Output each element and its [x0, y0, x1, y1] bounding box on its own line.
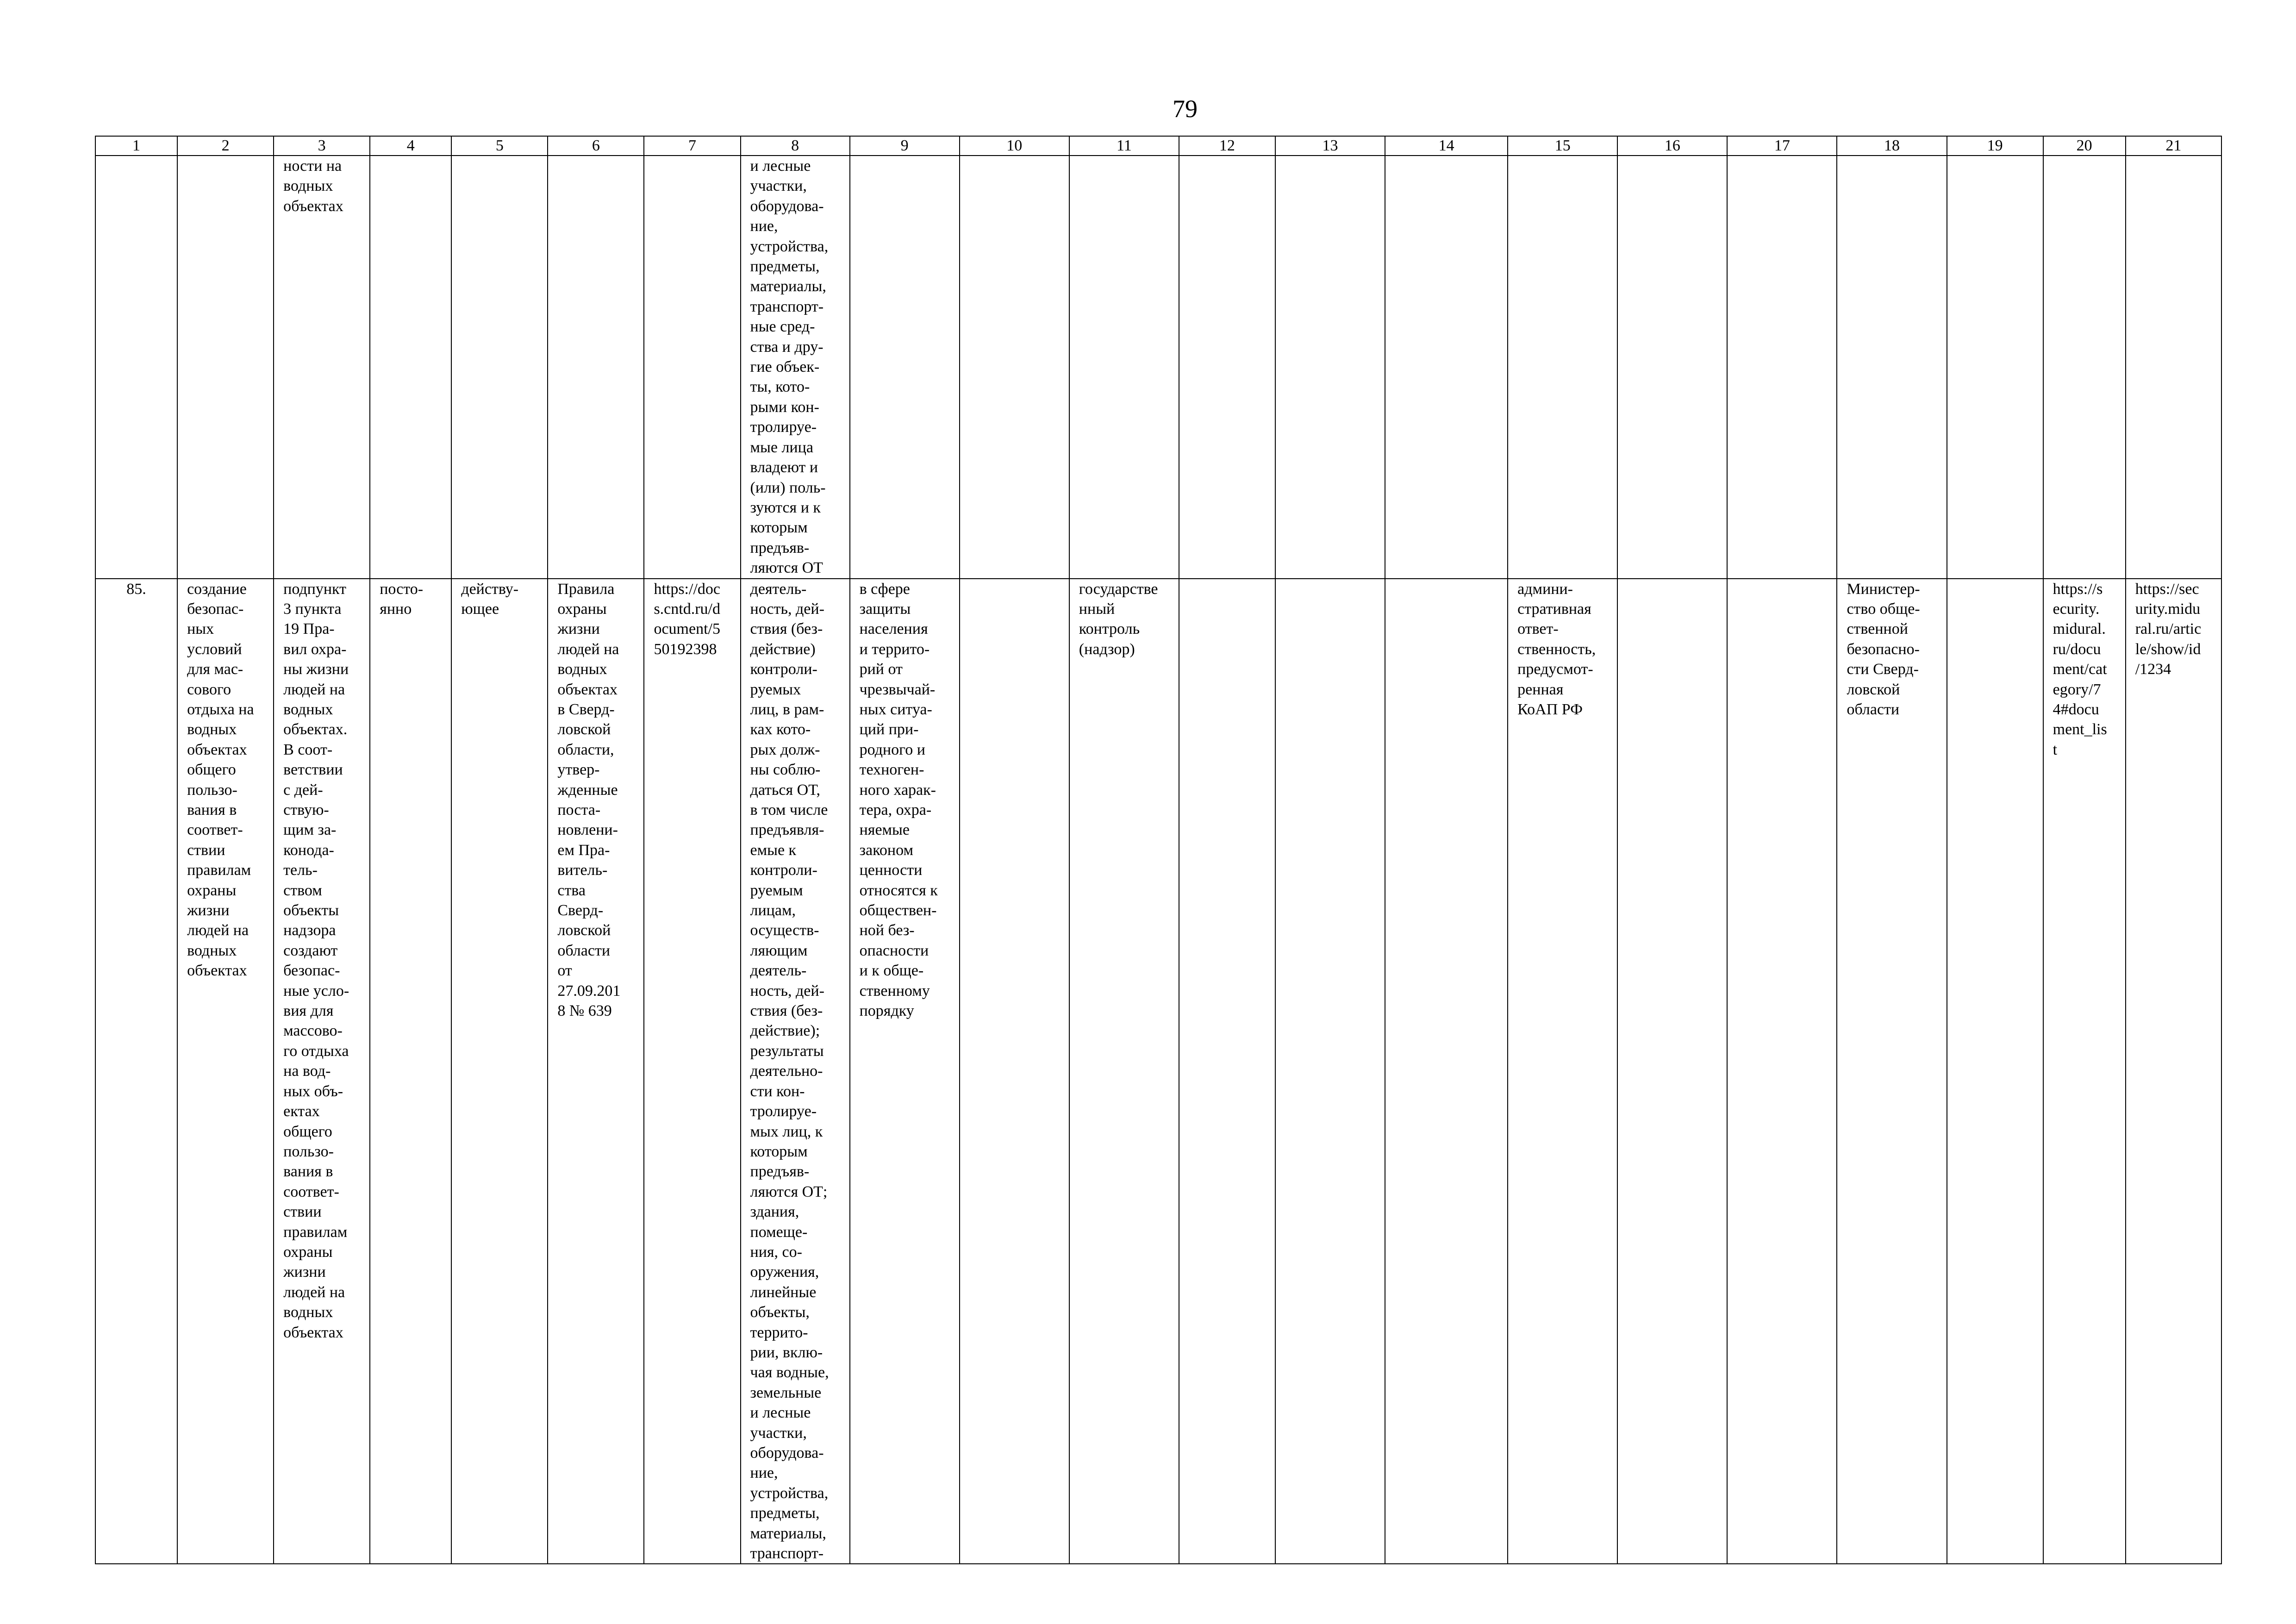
cell-text-line: s.cntd.ru/d [654, 600, 720, 618]
column-number: 6 [548, 136, 644, 156]
cell-text-line: условий [187, 640, 242, 658]
cell-text-line: жизни [187, 902, 230, 919]
cell-text-line: для мас- [187, 661, 243, 678]
cell-text-line: действие); [750, 1022, 820, 1040]
cell-text-line: области [1847, 700, 1900, 718]
table-cell [1275, 579, 1385, 1564]
requirement-cell [177, 579, 274, 1564]
cell-text-line: ектах [283, 1103, 320, 1120]
table-cell [960, 579, 1069, 1564]
cell-text-line: водных [283, 177, 333, 195]
cell-text-line: ты, кото- [750, 378, 810, 396]
cell-text-line: утвер- [557, 761, 600, 779]
cell-text-line: объекты, [750, 1304, 810, 1321]
cell-text-line: ment_lis [2053, 721, 2107, 738]
cell-text-line: вия для [283, 1002, 334, 1020]
cell-text-line: предусмот- [1517, 661, 1593, 678]
cell-text-line: контроли- [750, 862, 817, 879]
cell-text-line: ках кото- [750, 721, 811, 738]
cell-text-line: пользо- [283, 1143, 334, 1160]
table-cell [1617, 579, 1727, 1564]
cell-text-line: нный [1079, 600, 1115, 618]
cell-text-line: ны соблю- [750, 761, 821, 779]
table-cell [1385, 579, 1508, 1564]
cell-text-line: массово- [283, 1022, 343, 1040]
cell-text-line: законом [859, 841, 913, 859]
page-number: 79 [1173, 95, 1198, 123]
cell-text-line: участки, [750, 1424, 807, 1442]
row-number-cell: 85. [95, 579, 177, 1564]
table-cell [1069, 156, 1179, 579]
cell-text-line: вил охра- [283, 640, 347, 658]
table-cell [850, 156, 960, 579]
guidance-link-cell [2043, 579, 2126, 1564]
cell-text-line: няемые [859, 821, 910, 839]
cell-text-line: мые лица [750, 438, 813, 456]
status-cell [451, 579, 548, 1564]
cell-text-line: ем Пра- [557, 841, 610, 859]
cell-text-line: действу- [461, 580, 519, 598]
cell-text-line: соответ- [187, 821, 243, 839]
column-number: 4 [370, 136, 451, 156]
cell-text-line: 50192398 [654, 640, 717, 658]
cell-text-line: лиц, в рам- [750, 700, 824, 718]
cell-text-line: деятельно- [750, 1062, 823, 1080]
cell-text-line: ности на [283, 157, 342, 175]
cell-text-line: ral.ru/artic [2135, 620, 2202, 638]
cell-text-line: ственному [859, 982, 930, 999]
legal-act-cell [548, 579, 644, 1564]
cell-text-line: руемым [750, 881, 803, 899]
liability-cell [1508, 579, 1617, 1564]
cell-text-line: объектах [557, 681, 618, 698]
cell-text-line: опасности [859, 942, 929, 959]
cell-text-line: лицам, [750, 902, 796, 919]
cell-text-line: оружения, [750, 1263, 819, 1281]
column-number: 2 [177, 136, 274, 156]
cell-text-line: надзора [283, 922, 336, 939]
cell-text-line: чая водные, [750, 1364, 829, 1381]
cell-text-line: области, [557, 741, 614, 758]
table-cell [1727, 156, 1837, 579]
cell-text-line: относятся к [859, 881, 938, 899]
cell-text-line: ние, [750, 1464, 778, 1482]
cell-text-line: земельные [750, 1384, 822, 1401]
cell-text-line: предъяв- [750, 539, 810, 556]
cell-text-line: ловской [557, 922, 611, 939]
cell-text-line: водных [557, 661, 607, 678]
cell-text-line: террито- [750, 1324, 808, 1341]
cell-text-line: midural. [2053, 620, 2106, 638]
cell-text-line: гие объек- [750, 358, 820, 376]
cell-text-line: витель- [557, 862, 608, 879]
cell-text-line: которым [750, 519, 808, 537]
table-cell [370, 156, 451, 579]
column-number: 8 [741, 136, 850, 156]
cell-text-line: оборудова- [750, 1444, 824, 1462]
cell-text-line: ством [283, 881, 322, 899]
cell-text-line: области [557, 942, 611, 959]
cell-text-line: водных [283, 700, 333, 718]
cell-text-line: ляются ОТ [750, 559, 823, 577]
cell-text-line: действие) [750, 640, 816, 658]
cell-text-line: ответ- [1517, 620, 1559, 638]
column-number: 20 [2043, 136, 2126, 156]
cell-text-line: транспорт- [750, 1545, 824, 1562]
cell-text-line: (или) поль- [750, 479, 826, 496]
control-objects-cell [741, 579, 850, 1564]
legal-act-link-cell [644, 579, 740, 1564]
cell-text-line: рыми кон- [750, 398, 819, 416]
cell-text-line: ность, дей- [750, 982, 824, 999]
column-number: 13 [1275, 136, 1385, 156]
cell-text-line: общего [283, 1123, 332, 1140]
cell-text-line: которым [750, 1143, 808, 1160]
column-number: 21 [2126, 136, 2221, 156]
cell-text-line: ляются ОТ; [750, 1183, 828, 1200]
cell-text-line: сти Сверд- [1847, 661, 1919, 678]
cell-text-line: объектах [283, 197, 343, 215]
cell-text-line: 3 пункта [283, 600, 342, 618]
cell-text-line: Правила [557, 580, 615, 598]
cell-text-line: ность, дей- [750, 600, 824, 618]
validity-period-cell [370, 579, 451, 1564]
cell-text-line: ние, [750, 218, 778, 235]
cell-text-line: ственной [1847, 620, 1908, 638]
cell-text-line: подпункт [283, 580, 346, 598]
cell-text-line: ствии [283, 1203, 322, 1221]
cell-text-line: ствии [187, 841, 225, 859]
cell-text-line: линейные [750, 1283, 817, 1301]
cell-text-line: чрезвычай- [859, 681, 936, 698]
cell-text-line: емые к [750, 841, 797, 859]
cell-text-line: деятель- [750, 580, 807, 598]
cell-text-line: объектах [187, 741, 247, 758]
cell-text-line: в Сверд- [557, 700, 615, 718]
cell-text-line: создание [187, 580, 247, 598]
cell-text-line: охраны [557, 600, 607, 618]
cell-text-line: на вод- [283, 1062, 331, 1080]
table-cell [1275, 156, 1385, 579]
cell-text-line: 4#docu [2053, 700, 2099, 718]
cell-text-line: ляющим [750, 942, 808, 959]
cell-text-line: отдыха на [187, 700, 254, 718]
cell-text-line: и террито- [859, 640, 930, 658]
cell-text-line: руемых [750, 681, 801, 698]
cell-text-line: конода- [283, 841, 334, 859]
table-cell [1179, 579, 1275, 1564]
cell-text-line: людей на [283, 681, 345, 698]
cell-text-line: контроль [1079, 620, 1140, 638]
cell-text-line: ной без- [859, 922, 915, 939]
cell-text-line: ные сред- [750, 318, 815, 336]
protected-values-cell [850, 579, 960, 1564]
column-number: 14 [1385, 136, 1508, 156]
cell-text-line: t [2053, 741, 2058, 758]
cell-text-line: urity.midu [2135, 600, 2201, 618]
cell-text-line: (надзор) [1079, 640, 1135, 658]
table-cell [960, 156, 1069, 579]
cell-text-line: от [557, 962, 572, 980]
cell-text-line: правилам [187, 862, 251, 879]
cell-text-line: предметы, [750, 1505, 820, 1522]
cell-text-line: тера, охра- [859, 801, 932, 818]
cell-text-line: в том числе [750, 801, 828, 818]
cell-text-line: материалы, [750, 1524, 826, 1542]
cell-text-line: ecurity. [2053, 600, 2100, 618]
cell-text-line: государстве [1079, 580, 1158, 598]
cell-text-line: даться ОТ, [750, 781, 821, 799]
cell-text-line: водных [283, 1304, 333, 1321]
column-number: 7 [644, 136, 740, 156]
cell-text-line: Министер- [1847, 580, 1920, 598]
cell-text-line: В соот- [283, 741, 333, 758]
table-cell [1947, 156, 2043, 579]
cell-text-line: зуются и к [750, 499, 821, 516]
cell-text-line: объекты [283, 902, 339, 919]
column-number: 17 [1727, 136, 1837, 156]
column-number: 10 [960, 136, 1069, 156]
cell-text-line: ного харак- [859, 781, 936, 799]
cell-text-line: общего [187, 761, 236, 779]
cell-text-line: деятель- [750, 962, 807, 980]
cell-text-line: и к обще- [859, 962, 924, 980]
cell-text-line: ственность, [1517, 640, 1596, 658]
cell-text-line: янно [380, 600, 412, 618]
column-number: 12 [1179, 136, 1275, 156]
cell-text-line: сового [187, 681, 231, 698]
cell-text-line: го отдыха [283, 1042, 349, 1060]
cell-text-line: сти кон- [750, 1082, 805, 1100]
cell-text-line: ных [187, 620, 214, 638]
cell-text-line: посто- [380, 580, 424, 598]
table-cell [1727, 579, 1837, 1564]
cell-text-line: 8 № 639 [557, 1002, 612, 1020]
cell-text-line: 27.09.201 [557, 982, 621, 999]
cell-text-line: людей на [557, 640, 619, 658]
cell-text-line: КоАП РФ [1517, 700, 1583, 718]
cell-text-line: людей на [283, 1283, 345, 1301]
cell-text-line: охраны [283, 1243, 333, 1261]
cell-text-line: тролируе- [750, 1103, 817, 1120]
table-row-85 [95, 579, 2221, 1564]
cell-text-line: помеще- [750, 1223, 808, 1241]
cell-text-line: ствия (без- [750, 1002, 823, 1020]
cell-text-line: водных [187, 942, 237, 959]
cell-text-line: щим за- [283, 821, 337, 839]
cell-text-line: устройства, [750, 1484, 829, 1502]
cell-text-line: контроли- [750, 661, 817, 678]
cell-text-line: владеют и [750, 459, 818, 476]
cell-text-line: транспорт- [750, 298, 824, 315]
cell-text-line: жизни [557, 620, 600, 638]
cell-text-line: жизни [283, 1263, 326, 1281]
table-cell [1837, 156, 1947, 579]
column-number: 9 [850, 136, 960, 156]
cell-text-line: ны жизни [283, 661, 349, 678]
cell-text-line: ренная [1517, 681, 1564, 698]
cell-text-line: le/show/id [2135, 640, 2201, 658]
cell-text-line: предметы, [750, 258, 820, 275]
legal-provision-cell [274, 579, 370, 1564]
column-number: 18 [1837, 136, 1947, 156]
cell-text-line: https://s [2053, 580, 2103, 598]
cell-text-line: ветствии [283, 761, 343, 779]
column-number: 19 [1947, 136, 2043, 156]
cell-text-line: безопасно- [1847, 640, 1920, 658]
table-cell [1179, 156, 1275, 579]
cell-text-line: ocument/5 [654, 620, 720, 638]
cell-text-line: ных объ- [283, 1082, 343, 1100]
cell-text-line: стративная [1517, 600, 1591, 618]
cell-text-line: в сфере [859, 580, 910, 598]
cell-text-line: egory/7 [2053, 681, 2101, 698]
cell-text-line: родного и [859, 741, 925, 758]
cell-text-line: ния, со- [750, 1243, 802, 1261]
cell-text-line: https://doc [654, 580, 720, 598]
control-objects-cell [741, 156, 850, 579]
cell-text-line: рий от [859, 661, 903, 678]
cell-text-line: ные усло- [283, 982, 349, 999]
cell-text-line: ru/docu [2053, 640, 2101, 658]
table-cell [2043, 156, 2126, 579]
cell-text-line: ных ситуа- [859, 700, 932, 718]
cell-text-line: ющее [461, 600, 499, 618]
cell-text-line: результаты [750, 1042, 824, 1060]
table-cell [644, 156, 740, 579]
cell-text-line: людей на [187, 922, 249, 939]
cell-text-line: вания в [187, 801, 237, 818]
column-number-row [95, 136, 2221, 156]
cell-text-line: предъяв- [750, 1163, 810, 1181]
cell-text-line: пользо- [187, 781, 237, 799]
cell-text-line: ловской [557, 721, 611, 738]
table-cell [548, 156, 644, 579]
table-cell [2126, 156, 2221, 579]
column-number: 16 [1617, 136, 1727, 156]
column-number: 1 [95, 136, 177, 156]
cell-text-line: мых лиц, к [750, 1123, 823, 1140]
column-number: 5 [451, 136, 548, 156]
cell-text-line: с дей- [283, 781, 323, 799]
cell-text-line: поста- [557, 801, 601, 818]
table-cell [1617, 156, 1727, 579]
cell-text-line: объектах [283, 1324, 343, 1341]
activity-name-cell [274, 156, 370, 579]
continuation-row [95, 156, 2221, 579]
cell-text-line: правилам [283, 1223, 348, 1241]
table-cell [451, 156, 548, 579]
cell-text-line: объектах [187, 962, 247, 980]
table-cell [1508, 156, 1617, 579]
cell-text-line: водных [187, 721, 237, 738]
cell-text-line: тель- [283, 862, 318, 879]
cell-text-line: админи- [1517, 580, 1573, 598]
cell-text-line: порядку [859, 1002, 914, 1020]
cell-text-line: устройства, [750, 237, 829, 255]
table-cell [177, 156, 274, 579]
cell-text-line: тролируе- [750, 418, 817, 436]
cell-text-line: техноген- [859, 761, 924, 779]
cell-text-line: объектах. [283, 721, 348, 738]
cell-text-line: ство обще- [1847, 600, 1920, 618]
cell-text-line: материалы, [750, 278, 826, 295]
table-cell [95, 156, 177, 579]
cell-text-line: соответ- [283, 1183, 339, 1200]
column-number: 11 [1069, 136, 1179, 156]
cell-text-line: /1234 [2135, 661, 2171, 678]
column-number: 15 [1508, 136, 1617, 156]
cell-text-line: рых долж- [750, 741, 820, 758]
cell-text-line: новлени- [557, 821, 618, 839]
cell-text-line: оборудова- [750, 197, 824, 215]
cell-text-line: охраны [187, 881, 237, 899]
cell-text-line: ства и дру- [750, 338, 824, 356]
article-link-cell [2126, 579, 2221, 1564]
cell-text-line: и лесные [750, 157, 811, 175]
cell-text-line: безопас- [187, 600, 244, 618]
cell-text-line: ства [557, 881, 586, 899]
cell-text-line: создают [283, 942, 338, 959]
cell-text-line: безопас- [283, 962, 340, 980]
cell-text-line: защиты [859, 600, 911, 618]
cell-text-line: здания, [750, 1203, 799, 1221]
cell-text-line: и лесные [750, 1404, 811, 1422]
cell-text-line: ment/cat [2053, 661, 2107, 678]
cell-text-line: ловской [1847, 681, 1900, 698]
cell-text-line: Сверд- [557, 902, 604, 919]
cell-text-line: обществен- [859, 902, 937, 919]
cell-text-line: осуществ- [750, 922, 819, 939]
register-table [95, 136, 2222, 1564]
cell-text-line: участки, [750, 177, 807, 195]
cell-text-line: https://sec [2135, 580, 2199, 598]
cell-text-line: ций при- [859, 721, 919, 738]
cell-text-line: вания в [283, 1163, 333, 1181]
column-number: 3 [274, 136, 370, 156]
cell-text-line: предъявля- [750, 821, 824, 839]
control-type-cell [1069, 579, 1179, 1564]
cell-text-line: ценности [859, 862, 923, 879]
control-authority-cell [1837, 579, 1947, 1564]
cell-text-line: ствую- [283, 801, 329, 818]
cell-text-line: рии, вклю- [750, 1343, 823, 1361]
cell-text-line: 19 Пра- [283, 620, 335, 638]
table-cell [1385, 156, 1508, 579]
cell-text-line: населения [859, 620, 928, 638]
cell-text-line: жденные [557, 781, 618, 799]
table-cell [1947, 579, 2043, 1564]
cell-text-line: ствия (без- [750, 620, 823, 638]
